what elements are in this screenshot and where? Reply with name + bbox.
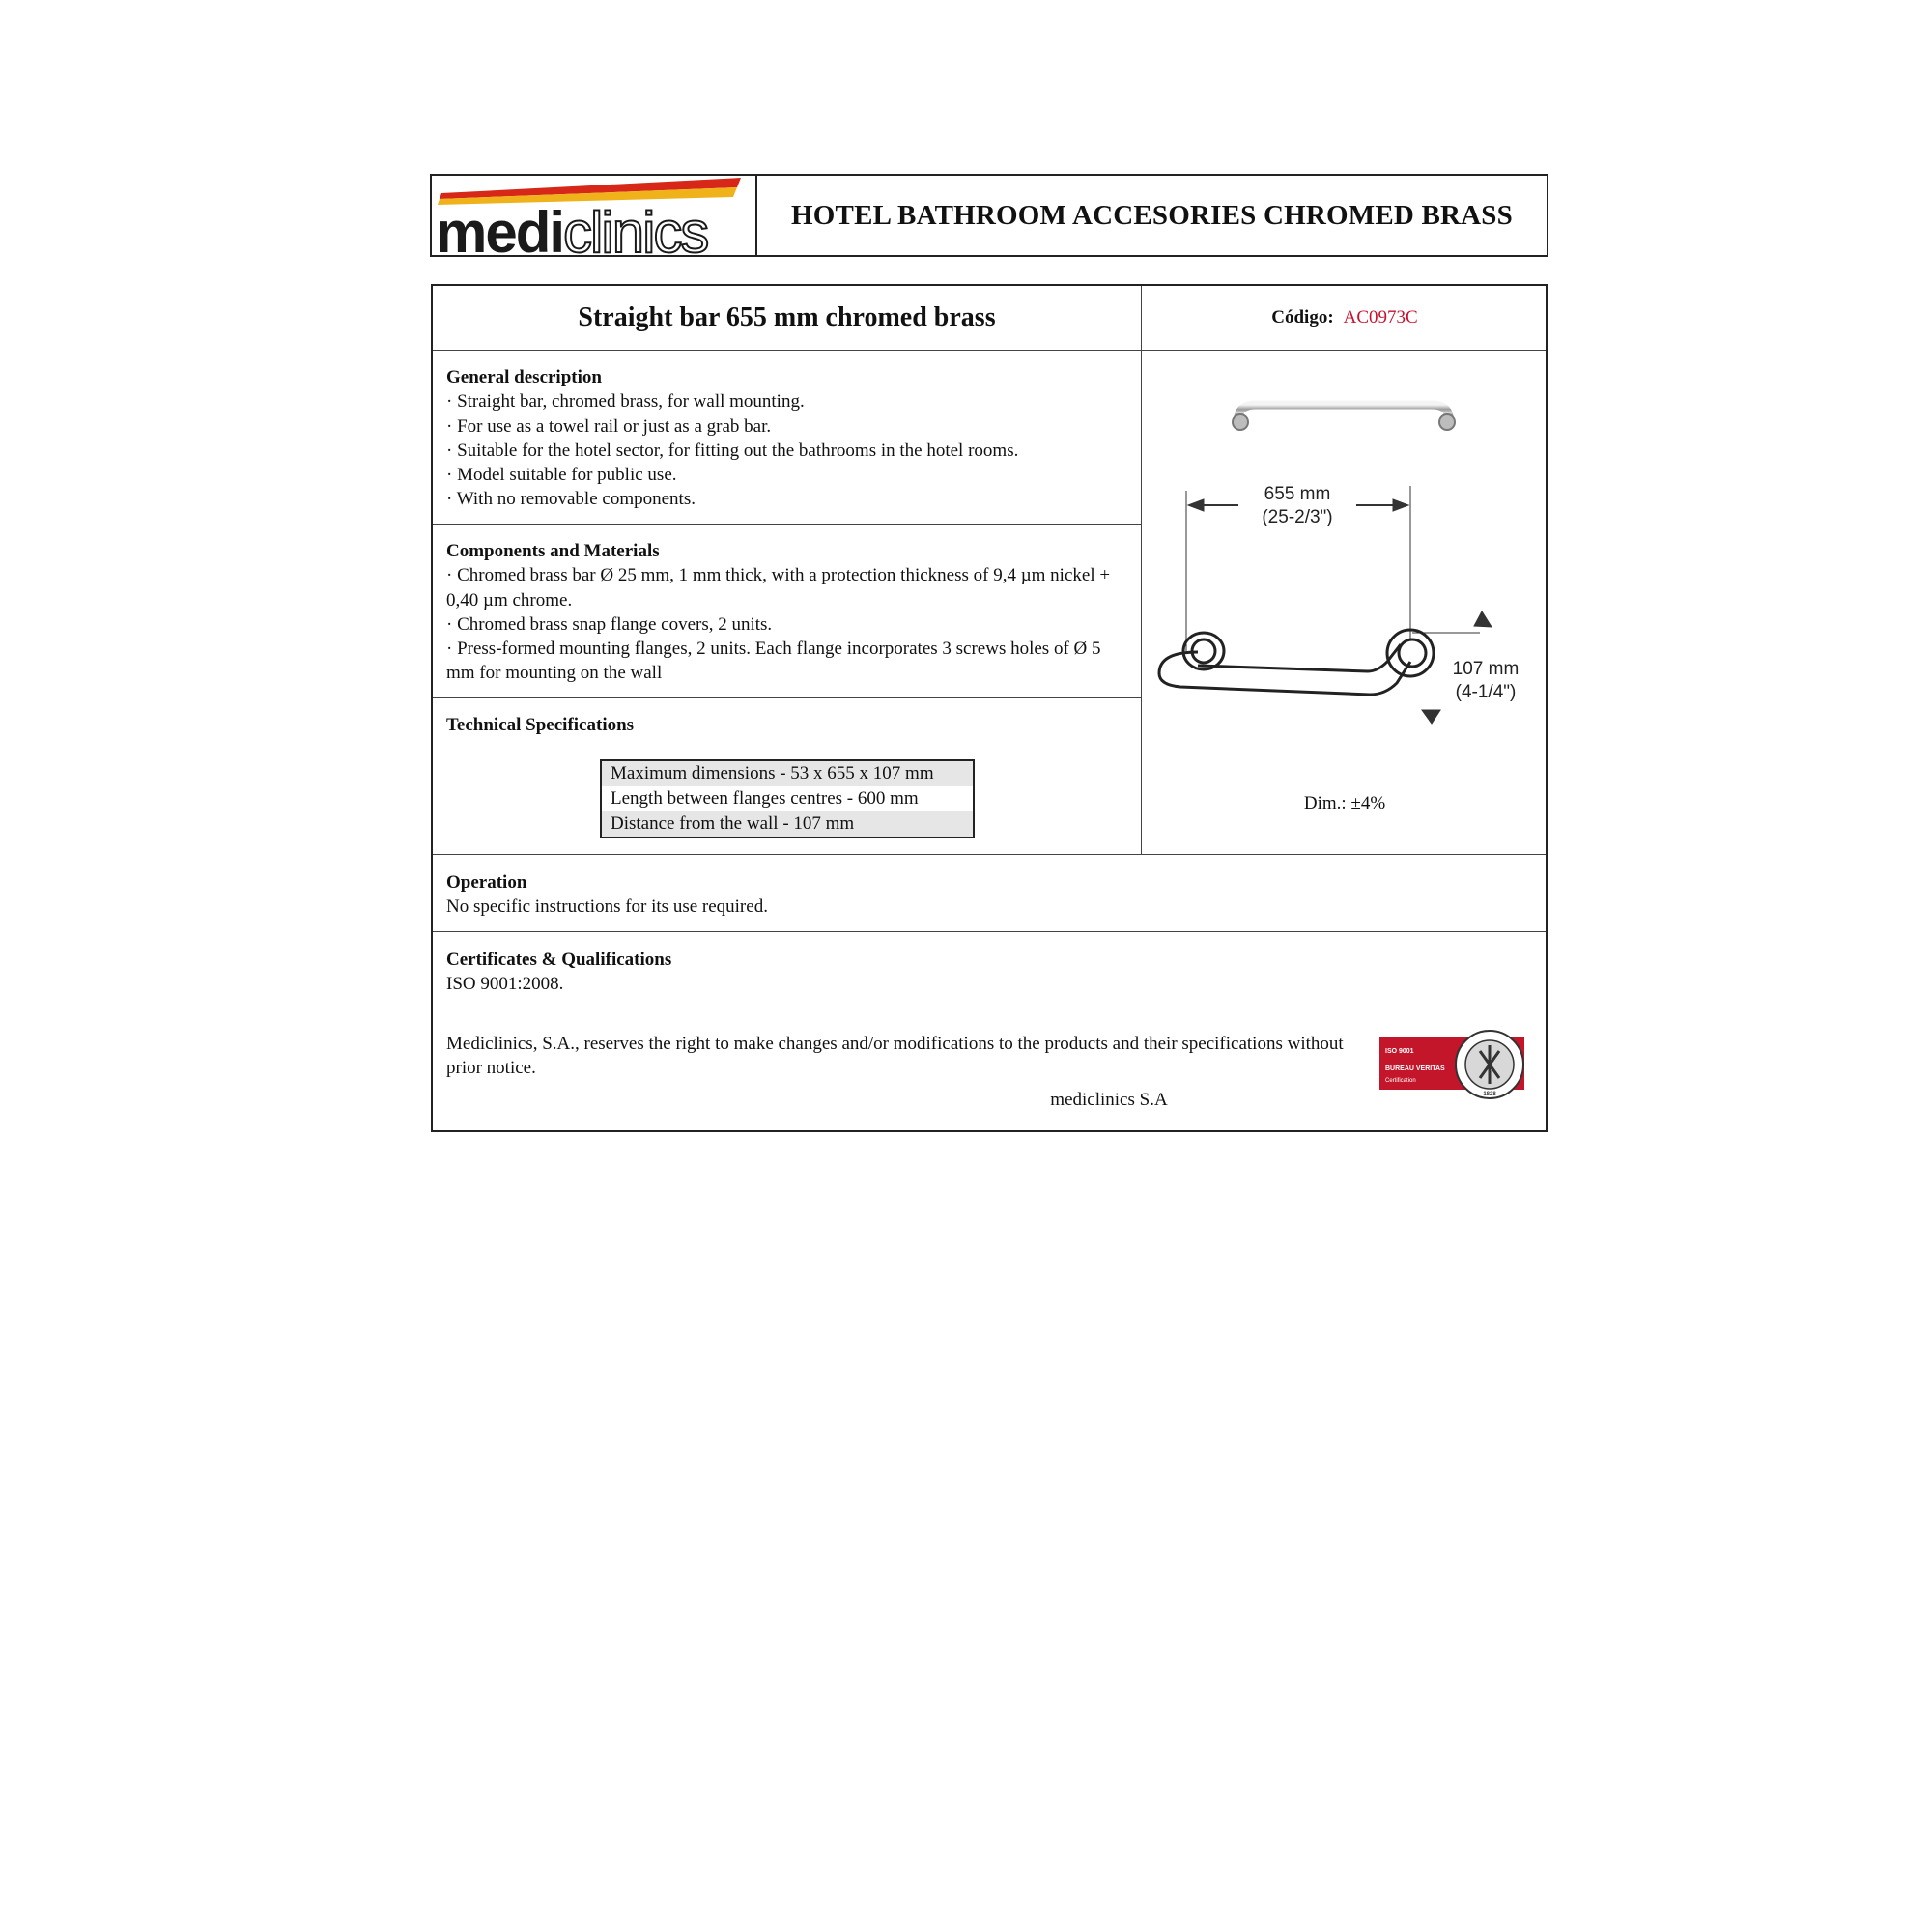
code-value: AC0973C: [1343, 307, 1418, 327]
product-title: Straight bar 655 mm chromed brass: [578, 302, 996, 332]
spec-row: Length between flanges centres - 600 mm: [611, 788, 919, 809]
general-line: · Model suitable for public use.: [446, 465, 677, 486]
technical-specifications: [446, 713, 1132, 737]
row-divider: [433, 931, 1546, 932]
general-description: [446, 365, 1132, 512]
company-name: mediclinics S.A: [1050, 1090, 1168, 1110]
logo-text-bold: medi: [436, 200, 564, 257]
row-divider: [433, 854, 1546, 855]
product-sheet: [431, 284, 1548, 1132]
length-mm-label: 655 mm: [1264, 484, 1331, 504]
general-line: · For use as a towel rail or just as a grab bar.: [446, 415, 772, 437]
logo-text-outline: clinics: [563, 200, 708, 257]
certificates-text: ISO 9001:2008.: [446, 974, 564, 995]
general-line: · Straight bar, chromed brass, for wall mounting.: [446, 391, 805, 412]
product-drawing: [1142, 351, 1548, 853]
components-heading: Components and Materials: [446, 541, 660, 561]
components-line: · Press-formed mounting flanges, 2 units. Each flange incorporates 3 screws holes of Ø 5 mm for mounting on the wall: [446, 639, 1101, 684]
certificates-heading: Certificates & Qualifications: [446, 950, 672, 970]
disclaimer-text: Mediclinics, S.A., reserves the right to make changes and/or modifications to the products and their specifications without prior notice.: [446, 1034, 1344, 1079]
bar-illustration: [1142, 351, 1548, 785]
svg-text:mediclinics: [436, 200, 707, 255]
operation-heading: Operation: [446, 872, 527, 893]
spec-row: Distance from the wall - 107 mm: [602, 811, 973, 837]
code-label: Código:: [1271, 307, 1334, 327]
general-line: · With no removable components.: [446, 489, 696, 510]
length-in-label: (25-2/3"): [1262, 507, 1333, 527]
bureau-veritas-logo: [1379, 1028, 1530, 1101]
document-title: HOTEL BATHROOM ACCESORIES CHROMED BRASS: [791, 199, 1513, 231]
seal-year: 1828: [1483, 1092, 1496, 1097]
certificates-section: [446, 948, 1528, 997]
general-heading: General description: [446, 367, 602, 387]
tolerance-note: Dim.: ±4%: [1303, 793, 1386, 813]
product-code: [1142, 286, 1548, 350]
logo-graphic: [432, 176, 755, 255]
spec-row: Maximum dimensions - 53 x 655 x 107 mm: [602, 761, 973, 786]
components-line: · Chromed brass snap flange covers, 2 units.: [446, 613, 773, 635]
row-divider: [433, 524, 1141, 525]
general-line: · Suitable for the hotel sector, for fitting out the bathrooms in the hotel rooms.: [446, 440, 1019, 461]
cert-bv-label: BUREAU VERITAS: [1385, 1065, 1445, 1072]
operation-text: No specific instructions for its use required.: [446, 896, 768, 918]
mediclinics-logo: [432, 176, 757, 255]
row-divider: [433, 697, 1141, 698]
bureau-veritas-seal-icon: [1456, 1031, 1523, 1098]
cert-sub-label: Certification: [1385, 1078, 1416, 1084]
bar-line-drawing: [1159, 630, 1434, 695]
depth-mm-label: 107 mm: [1452, 659, 1520, 679]
components-line: · Chromed brass bar Ø 25 mm, 1 mm thick, with a protection thickness of 9,4 µm nickel + 0,40 µm chrome.: [446, 565, 1111, 611]
cert-iso-label: ISO 9001: [1385, 1048, 1414, 1055]
depth-in-label: (4-1/4"): [1455, 682, 1517, 702]
components-materials: [446, 539, 1132, 686]
operation-section: [446, 870, 1528, 920]
document-header: [430, 174, 1548, 257]
technical-heading: Technical Specifications: [446, 715, 635, 735]
bar-photo: [1233, 405, 1455, 430]
spec-table: [600, 759, 975, 838]
